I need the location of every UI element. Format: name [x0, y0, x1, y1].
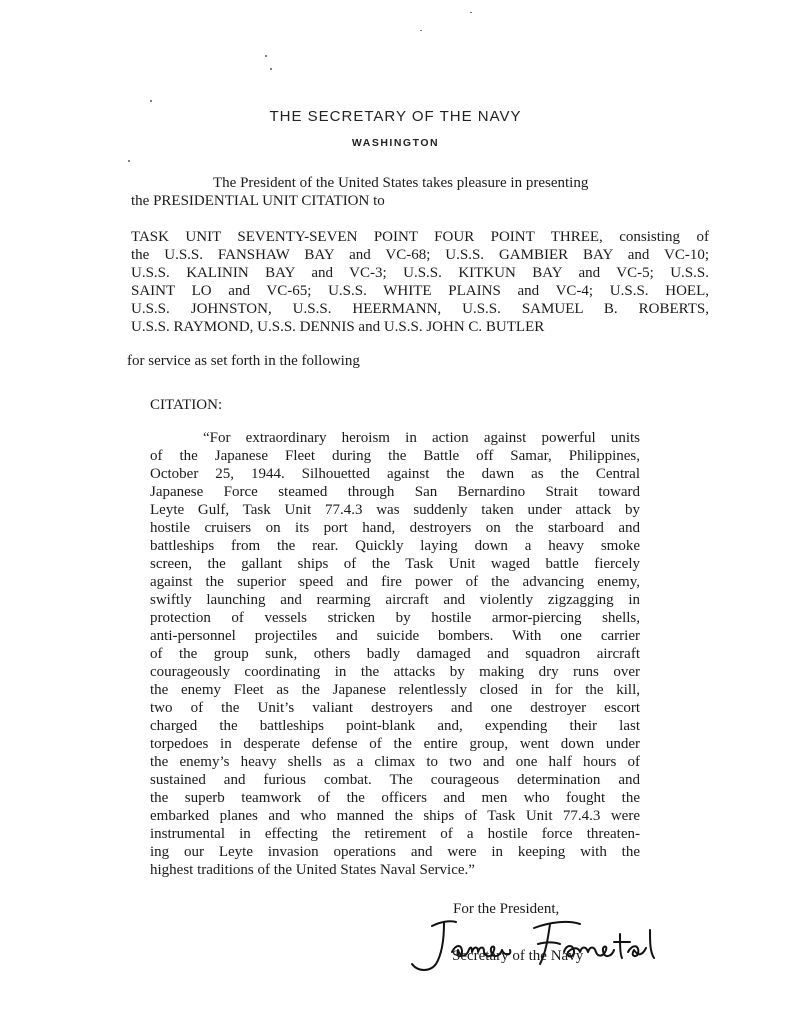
citation-line: instrumental in effecting the retirement of a hostile force threaten-: [150, 826, 640, 842]
closing-line: For the President,: [453, 901, 560, 917]
intro-line-1: The President of the United States takes pleasure in presenting: [213, 175, 589, 191]
scan-speck: [265, 55, 267, 57]
citation-line: charged the battleships point-blank and, expending their last: [150, 718, 640, 734]
unit-line: U.S.S. JOHNSTON, U.S.S. HEERMANN, U.S.S. SAMUEL B. ROBERTS,: [131, 301, 709, 317]
citation-line: ing our Leyte invasion operations and were in keeping with the: [150, 844, 640, 860]
citation-line: October 25, 1944. Silhouetted against the dawn as the Central: [150, 466, 640, 482]
unit-line: SAINT LO and VC-65; U.S.S. WHITE PLAINS and VC-4; U.S.S. HOEL,: [131, 283, 709, 299]
unit-line: U.S.S. KALININ BAY and VC-3; U.S.S. KITKUN BAY and VC-5; U.S.S.: [131, 265, 709, 281]
scan-speck: [150, 100, 152, 102]
citation-line: sustained and furious combat. The courageous determination and: [150, 772, 640, 788]
citation-line: torpedoes in desperate defense of the entire group, went down under: [150, 736, 640, 752]
citation-line: hostile cruisers on its port hand, destroyers on the starboard and: [150, 520, 640, 536]
citation-line: protection of vessels stricken by hostile armor-piercing shells,: [150, 610, 640, 626]
signer-title: Secretary of the Navy: [452, 948, 584, 964]
unit-line: the U.S.S. FANSHAW BAY and VC-68; U.S.S. GAMBIER BAY and VC-10;: [131, 247, 709, 263]
citation-line: battleships from the rear. Quickly laying down a heavy smoke: [150, 538, 640, 554]
citation-line: highest traditions of the United States Naval Service.”: [150, 862, 475, 878]
citation-label: CITATION:: [150, 397, 223, 413]
scan-speck: [128, 160, 130, 162]
scan-speck: [270, 68, 272, 70]
citation-line: swiftly launching and rearming aircraft and violently zigzagging in: [150, 592, 640, 608]
citation-line: courageously coordinating in the attacks by making dry runs over: [150, 664, 640, 680]
citation-line: against the superior speed and fire power of the advancing enemy,: [150, 574, 640, 590]
citation-line: Japanese Force steamed through San Bernardino Strait toward: [150, 484, 640, 500]
citation-line: of the group sunk, others badly damaged and squadron aircraft: [150, 646, 640, 662]
citation-line: “For extraordinary heroism in action against powerful units: [203, 430, 640, 446]
citation-line: anti-personnel projectiles and suicide bombers. With one carrier: [150, 628, 640, 644]
letterhead-title: THE SECRETARY OF THE NAVY: [269, 108, 522, 125]
citation-line: the enemy Fleet as the Japanese relentlessly closed in for the kill,: [150, 682, 640, 698]
intro-line-2: the PRESIDENTIAL UNIT CITATION to: [131, 193, 385, 209]
citation-line: of the Japanese Fleet during the Battle off Samar, Philippines,: [150, 448, 640, 464]
unit-line: U.S.S. RAYMOND, U.S.S. DENNIS and U.S.S. JOHN C. BUTLER: [131, 319, 545, 335]
for-service-line: for service as set forth in the following: [127, 353, 360, 369]
citation-line: Leyte Gulf, Task Unit 77.4.3 was suddenly taken under attack by: [150, 502, 640, 518]
unit-line: TASK UNIT SEVENTY-SEVEN POINT FOUR POINT THREE, consisting of: [131, 229, 709, 245]
scan-speck: [420, 30, 422, 31]
citation-line: two of the Unit’s valiant destroyers and one destroyer escort: [150, 700, 640, 716]
scan-speck: [470, 12, 472, 13]
signature-image: [400, 912, 690, 982]
citation-line: embarked planes and who manned the ships of Task Unit 77.4.3 were: [150, 808, 640, 824]
citation-line: the superb teamwork of the officers and men who fought the: [150, 790, 640, 806]
letterhead-subtitle: WASHINGTON: [351, 137, 440, 149]
citation-line: screen, the gallant ships of the Task Unit waged battle fiercely: [150, 556, 640, 572]
citation-line: the enemy’s heavy shells as a climax to two and one half hours of: [150, 754, 640, 770]
